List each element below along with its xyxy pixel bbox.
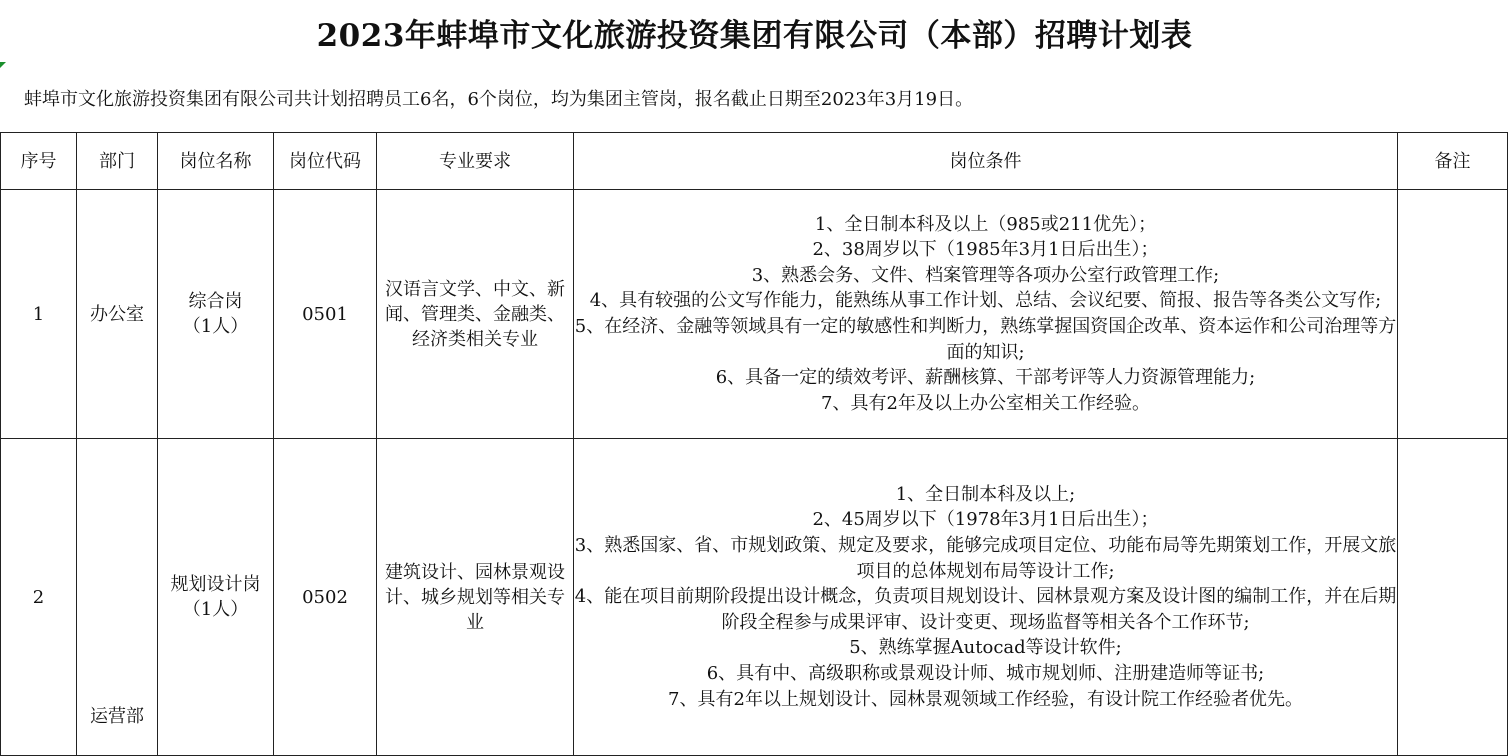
header-remarks: 备注 <box>1398 133 1508 190</box>
condition-item: 5、熟练掌握Autocad等设计软件; <box>849 637 1122 659</box>
condition-item: 2、38周岁以下（1985年3月1日后出生）； <box>812 239 1159 261</box>
condition-item: 5、在经济、金融等领域具有一定的敏感性和判断力，熟练掌握国资国企改革、资本运作和公司治理等方面的知识; <box>574 316 1397 363</box>
row-conditions <box>574 439 1398 756</box>
condition-item: 1、全日制本科及以上（985或211优先）； <box>814 213 1157 235</box>
page-title: 2023年蚌埠市文化旅游投资集团有限公司（本部）招聘计划表 <box>316 17 1193 54</box>
condition-item: 3、熟悉国家、省、市规划政策、规定及要求，能够完成项目定位、功能布局等先期策划工作，开展文旅项目的总体规划布局等设计工作; <box>574 535 1397 582</box>
position-name-text: 规划设计岗 <box>170 574 261 595</box>
row-position-code: 0502 <box>274 439 377 756</box>
position-name-text: 综合岗 <box>188 291 243 312</box>
condition-item: 3、熟悉会务、文件、档案管理等各项办公室行政管理工作; <box>751 264 1220 286</box>
row-position-name <box>158 439 274 756</box>
row-remarks <box>1398 190 1508 439</box>
header-position-name: 岗位名称 <box>158 133 274 190</box>
table-header-row <box>1 133 1508 190</box>
condition-item: 4、能在项目前期阶段提出设计概念，负责项目规划设计、园林景观方案及设计图的编制工作，并在后期阶段全程参与成果评审、设计变更、现场监督等相关各个工作环节; <box>574 586 1397 633</box>
position-count-text: （1人） <box>182 599 249 620</box>
header-department: 部门 <box>77 133 158 190</box>
table-row <box>1 439 1508 756</box>
row-position-code: 0501 <box>274 190 377 439</box>
condition-item: 7、具有2年及以上办公室相关工作经验。 <box>821 392 1150 414</box>
condition-item: 6、具有中、高级职称或景观设计师、城市规划师、注册建造师等证书; <box>706 662 1265 684</box>
header-index: 序号 <box>1 133 77 190</box>
condition-item: 2、45周岁以下（1978年3月1日后出生）； <box>812 509 1159 531</box>
row-remarks <box>1398 439 1508 756</box>
condition-item: 4、具有较强的公文写作能力，能熟练从事工作计划、总结、会议纪要、简报、报告等各类公文写作; <box>589 290 1382 312</box>
header-major: 专业要求 <box>377 133 574 190</box>
condition-item: 6、具备一定的绩效考评、薪酬核算、干部考评等人力资源管理能力; <box>715 367 1256 389</box>
condition-item: 1、全日制本科及以上; <box>895 483 1076 505</box>
row-position-name <box>158 190 274 439</box>
intro-text: 蚌埠市文化旅游投资集团有限公司共计划招聘员工6名，6个岗位，均为集团主管岗，报名截止日期至2023年3月19日。 <box>24 89 974 110</box>
row-index: 1 <box>1 190 77 439</box>
row-major: 建筑设计、园林景观设计、城乡规划等相关专业 <box>377 439 574 756</box>
header-position-code: 岗位代码 <box>274 133 377 190</box>
row-conditions <box>574 190 1398 439</box>
condition-item: 7、具有2年以上规划设计、园林景观领域工作经验，有设计院工作经验者优先。 <box>668 688 1303 710</box>
header-conditions: 岗位条件 <box>574 133 1398 190</box>
table-row <box>1 190 1508 439</box>
row-department: 运营部 <box>77 439 158 756</box>
row-major: 汉语言文学、中文、新闻、管理类、金融类、经济类相关专业 <box>377 190 574 439</box>
recruitment-table <box>0 132 1508 756</box>
row-department: 办公室 <box>77 190 158 439</box>
position-count-text: （1人） <box>182 316 249 337</box>
row-index: 2 <box>1 439 77 756</box>
